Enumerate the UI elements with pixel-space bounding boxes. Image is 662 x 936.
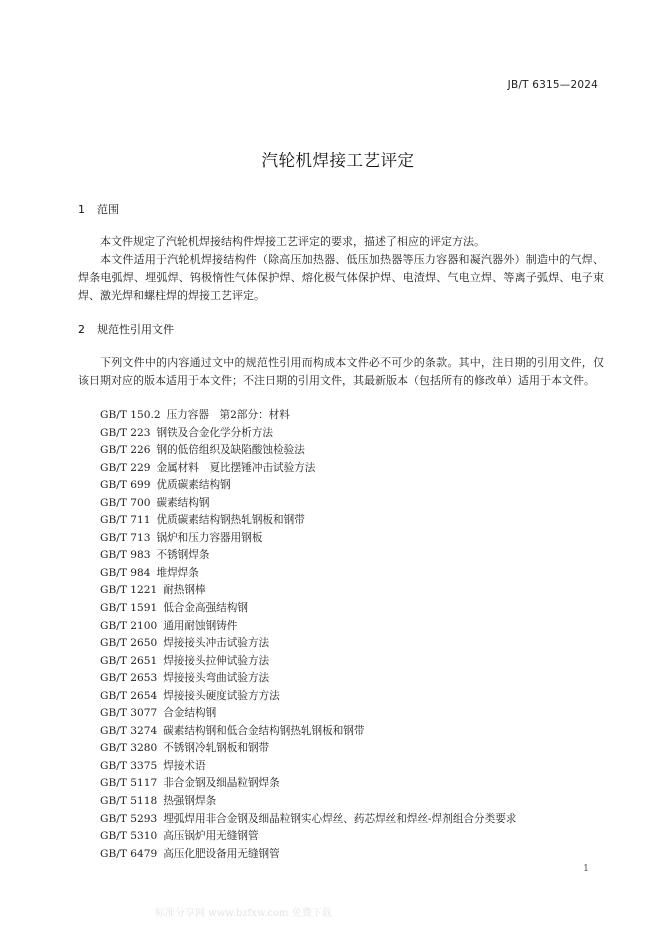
reference-item [100,477,516,495]
reference-item [100,653,516,671]
reference-item [100,530,516,548]
reference-code: GB/T 1591 [100,602,158,615]
section-number: 2 [78,323,85,336]
reference-title: 锅炉和压力容器用钢板 [156,531,263,544]
reference-code: GB/T 713 [100,531,151,544]
section-title: 规范性引用文件 [97,323,174,336]
watermark: 标准分享网 www.bzfxw.com 免费下载 [155,908,332,917]
reference-item [100,442,516,460]
reference-code: GB/T 3375 [100,759,158,772]
reference-item [100,740,516,758]
reference-item [100,688,516,706]
reference-item [100,582,516,600]
reference-code: GB/T 984 [100,566,151,579]
reference-title: 碳素结构钢和低合金结构钢热轧钢板和钢带 [163,724,365,737]
reference-title: 合金结构钢 [163,707,217,720]
reference-title: 高压化肥设备用无缝钢管 [163,847,280,860]
reference-title: 优质碳素结构钢热轧钢板和钢带 [156,514,305,527]
reference-code: GB/T 700 [100,496,151,509]
section-2-heading [78,321,174,337]
reference-title: 耐热钢棒 [163,584,206,597]
reference-item [100,705,516,723]
reference-item [100,425,516,443]
reference-title: 优质碳素结构钢 [156,479,231,492]
page-number: 1 [583,863,590,874]
document-title: 汽轮机焊接工艺评定 [261,151,415,170]
reference-code: GB/T 2651 [100,654,158,667]
reference-code: GB/T 229 [100,461,151,474]
reference-code: GB/T 2654 [100,689,158,702]
reference-item [100,547,516,565]
reference-item [100,775,516,793]
reference-code: GB/T 2653 [100,672,158,685]
reference-title: 堆焊焊条 [156,566,199,579]
reference-item [100,793,516,811]
reference-item [100,723,516,741]
reference-code: GB/T 3077 [100,707,158,720]
reference-code: GB/T 2650 [100,637,158,650]
reference-code: GB/T 150.2 [100,409,161,421]
reference-title: 热强钢焊条 [163,795,217,808]
reference-title: 钢铁及合金化学分析方法 [156,426,274,439]
reference-code: GB/T 983 [100,549,151,562]
reference-list [100,407,516,863]
reference-code: GB/T 711 [100,514,151,527]
reference-item [100,600,516,618]
reference-item [100,565,516,583]
standard-code: JB/T 6315—2024 [507,79,598,91]
scope-paragraph-1: 本文件规定了汽轮机焊接结构件焊接工艺评定的要求，描述了相应的评定方法。 [100,235,485,248]
section-1-heading [78,201,119,217]
reference-item [100,512,516,530]
reference-title: 不锈钢焊条 [156,549,210,562]
reference-title: 通用耐蚀钢铸件 [163,619,238,632]
reference-code: GB/T 226 [100,444,151,457]
reference-title: 焊接接头硬度试验方方法 [163,689,280,702]
reference-item [100,670,516,688]
reference-item [100,618,516,636]
reference-code: GB/T 5118 [100,795,158,808]
reference-title: 焊接术语 [163,759,206,772]
reference-item [100,811,516,829]
reference-title: 金属材料 夏比摆锤冲击试验方法 [156,461,316,474]
reference-title: 埋弧焊用非合金钢及细晶粒钢实心焊丝、药芯焊丝和焊丝-焊剂组合分类要求 [163,812,517,825]
reference-title: 碳素结构钢 [156,496,210,509]
reference-title: 压力容器 第2部分：材料 [166,409,290,421]
reference-code: GB/T 1221 [100,584,158,597]
reference-code: GB/T 6479 [100,847,158,860]
section-number: 1 [78,203,85,216]
reference-title: 焊接接头拉伸试验方法 [163,654,270,667]
reference-code: GB/T 699 [100,479,151,492]
reference-item [100,846,516,864]
reference-code: GB/T 5117 [100,777,158,790]
reference-item [100,407,516,425]
reference-code: GB/T 3274 [100,724,158,737]
reference-title: 不锈钢冷轧钢板和钢带 [163,742,270,755]
reference-code: GB/T 5310 [100,830,158,843]
normative-references-intro: 下列文件中的内容通过文中的规范性引用而构成本文件必不可少的条款。其中，注日期的引用文件，仅该日期对应的版本适用于本文件；不注日期的引用文件，其最新版本（包括所有的修改单）适用于本文件。 [78,356,604,387]
reference-title: 低合金高强结构钢 [163,602,248,615]
reference-item [100,635,516,653]
reference-item [100,460,516,478]
reference-item [100,828,516,846]
reference-title: 高压锅炉用无缝钢管 [163,830,259,843]
reference-code: GB/T 223 [100,426,151,439]
reference-title: 焊接接头弯曲试验方法 [163,672,270,685]
reference-code: GB/T 2100 [100,619,158,632]
reference-title: 钢的低倍组织及缺陷酸蚀检验法 [156,444,305,457]
scope-paragraph-2: 本文件适用于汽轮机焊接结构件（除高压加热器、低压加热器等压力容器和凝汽器外）制造中的气焊、焊条电弧焊、埋弧焊、钨极惰性气体保护焊、熔化极气体保护焊、电渣焊、气电立焊、等离子弧焊、电子束焊、激光焊和螺柱焊的焊接工艺评定。 [78,253,604,302]
reference-title: 非合金钢及细晶粒钢焊条 [163,777,280,790]
reference-code: GB/T 5293 [100,812,158,825]
reference-code: GB/T 3280 [100,742,158,755]
reference-item [100,495,516,513]
reference-item [100,758,516,776]
section-title: 范围 [97,203,119,216]
reference-title: 焊接接头冲击试验方法 [163,637,270,650]
